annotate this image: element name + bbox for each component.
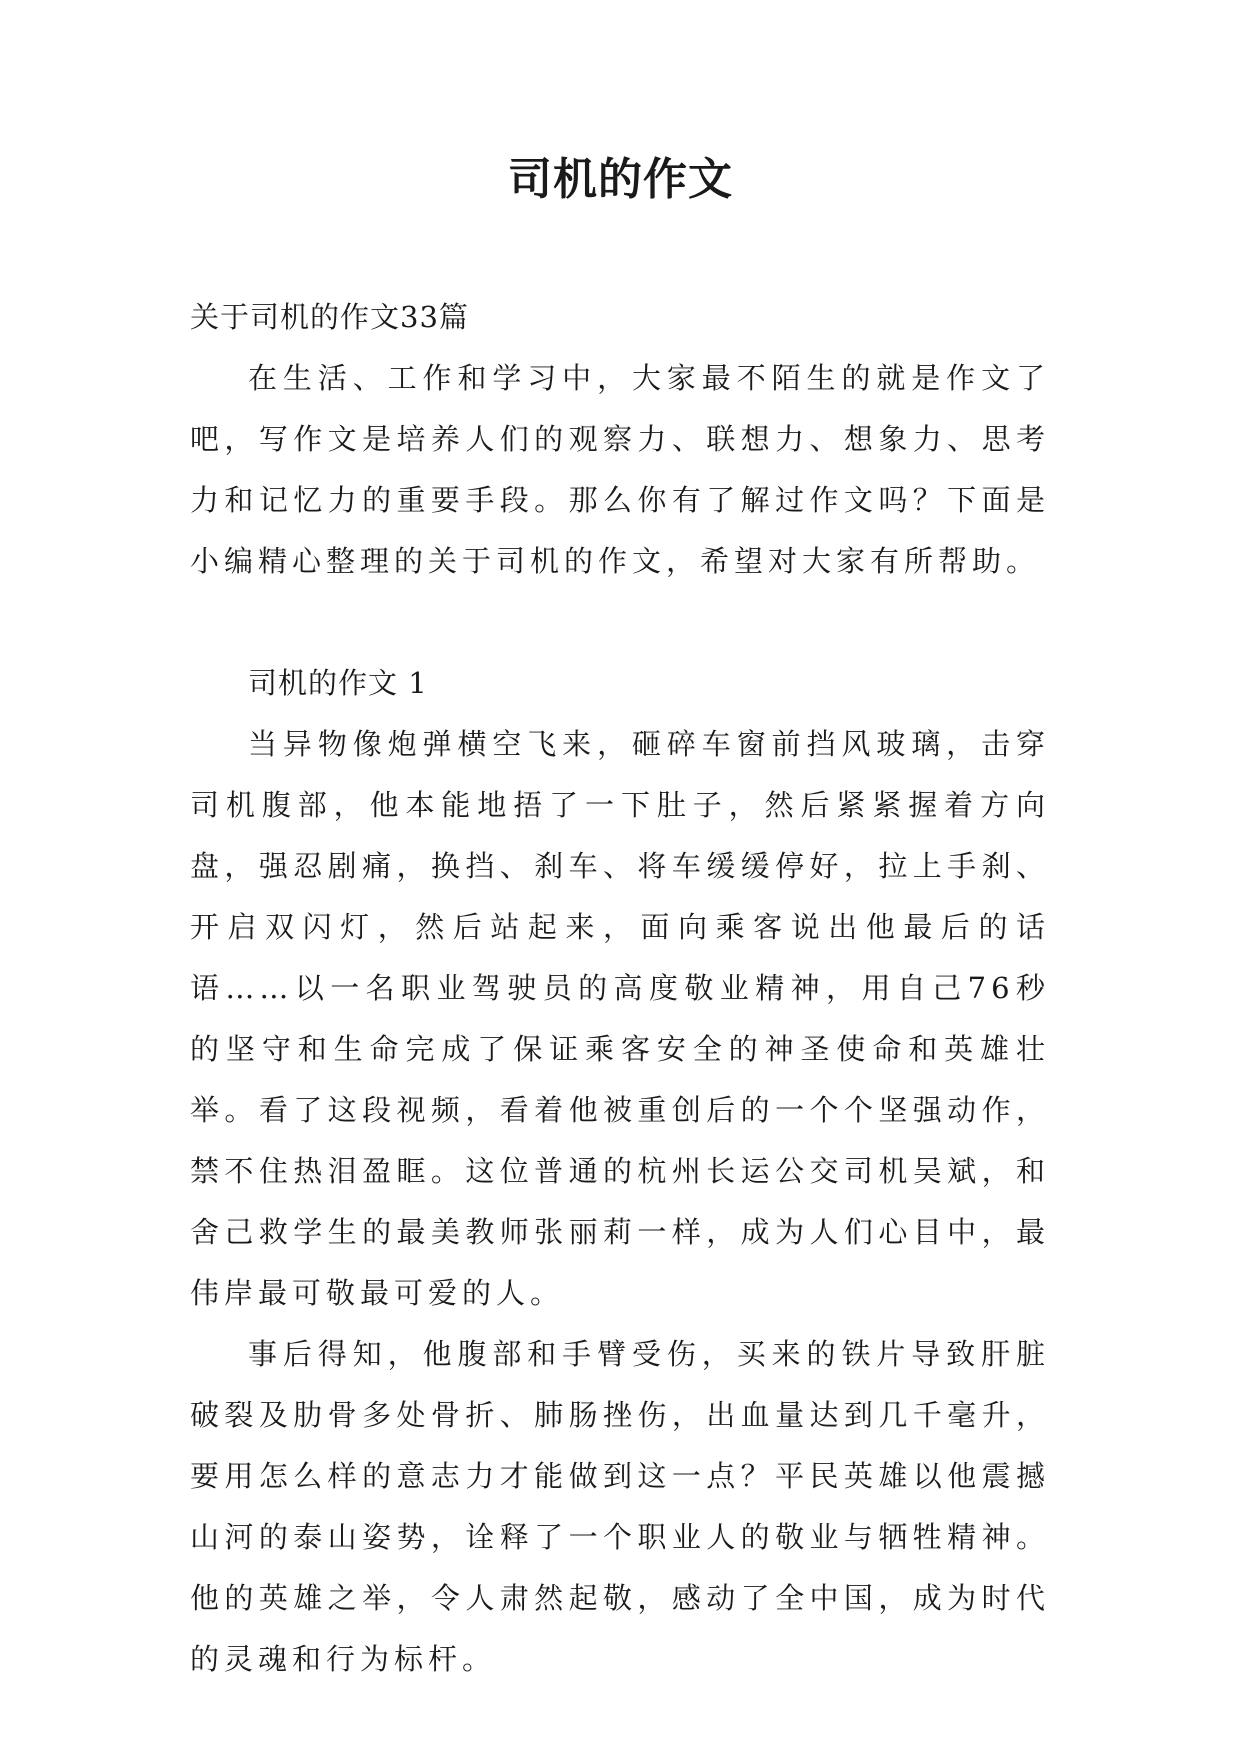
document-title: 司机的作文 [508,154,733,205]
document-body [190,287,1050,1690]
section-heading: 司机的作文 1 [248,666,428,700]
intro-paragraph: 在生活、工作和学习中，大家最不陌生的就是作文了吧，写作文是培养人们的观察力、联想力、想象力、思考力和记忆力的重要手段。那么你有了解过作文吗？下面是小编精心整理的关于司机的作文，希望对大家有所帮助。 [190,361,1050,578]
body-paragraph-1: 当异物像炮弹横空飞来，砸碎车窗前挡风玻璃，击穿司机腹部，他本能地捂了一下肚子，然后紧紧握着方向盘，强忍剧痛，换挡、刹车、将车缓缓停好，拉上手刹、开启双闪灯，然后站起来，面向乘客说出他最后的话语……以一名职业驾驶员的高度敬业精神，用自己76秒的坚守和生命完成了保证乘客安全的神圣使命和英雄壮举。看了这段视频，看着他被重创后的一个个坚强动作，禁不住热泪盈眶。这位普通的杭州长运公交司机吴斌，和舍己救学生的最美教师张丽莉一样，成为人们心目中，最伟岸最可敬最可爱的人。 [190,727,1050,1310]
body-paragraph-2: 事后得知，他腹部和手臂受伤，买来的铁片导致肝脏破裂及肋骨多处骨折、肺肠挫伤，出血量达到几千毫升，要用怎么样的意志力才能做到这一点？平民英雄以他震撼山河的泰山姿势，诠释了一个职业人的敬业与牺牲精神。他的英雄之举，令人肃然起敬，感动了全中国，成为时代的灵魂和行为标杆。 [190,1337,1050,1676]
document-subtitle: 关于司机的作文33篇 [190,300,469,334]
